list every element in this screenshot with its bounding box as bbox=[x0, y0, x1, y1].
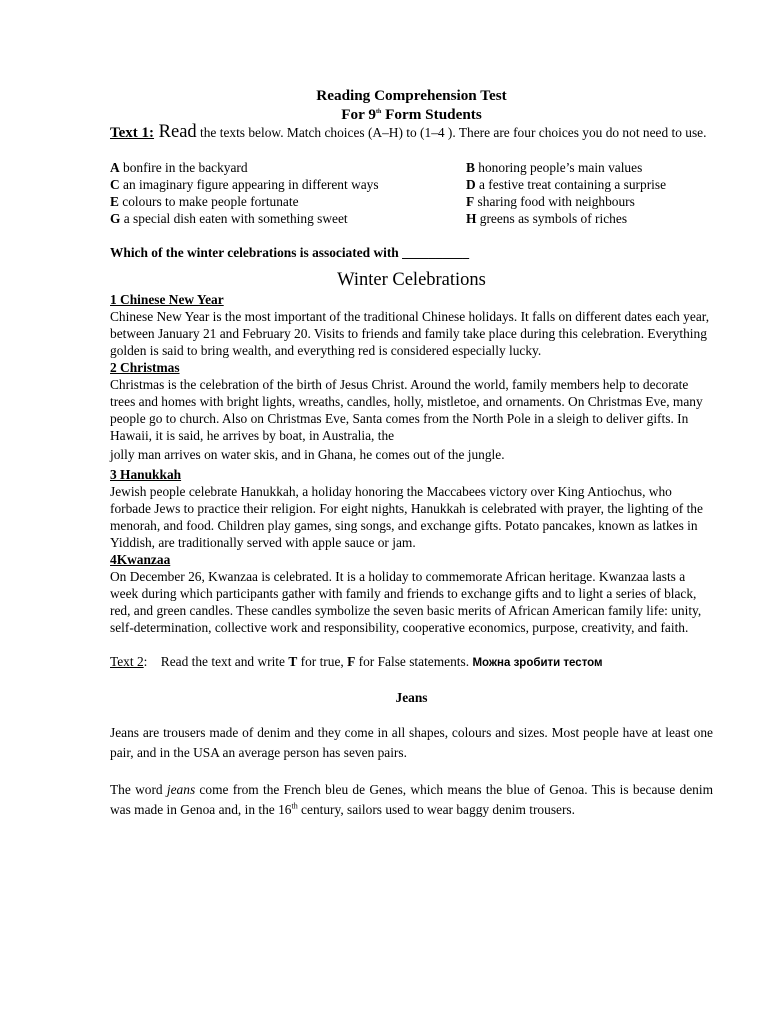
choice-letter: C bbox=[110, 177, 120, 192]
text2-f: F bbox=[347, 654, 356, 669]
section-body-christmas: Christmas is the celebration of the birth of Jesus Christ. Around the world, family members help to decorate trees and homes with bright lights, wreaths, candles, holly, mistletoe, and ornaments. On Christmas Eve, many people go to church. Also on Christmas Eve, Santa comes from the North Pole in a sleigh to deliver gifts. In Hawaii, it is said, he arrives by boat, in Australia, the bbox=[110, 377, 703, 443]
text2-note: Можна зробити тестом bbox=[472, 657, 603, 669]
jeans-title: Jeans bbox=[395, 690, 428, 705]
jeans-p2-italic: jeans bbox=[166, 782, 196, 797]
section-body-chinese-new-year: Chinese New Year is the most important of the traditional Chinese holidays. It falls on different dates each year, between January 21 and February 20. Visits to friends and family take place during this celebration. Everything golden is said to bring wealth, and everything red is considered especially lucky. bbox=[110, 309, 710, 358]
choice-letter: A bbox=[110, 160, 120, 175]
choice-e bbox=[110, 193, 466, 210]
choice-c bbox=[110, 176, 466, 193]
section-body-kwanzaa: On December 26, Kwanzaa is celebrated. It is a holiday to commemorate African heritage. Kwanzaa lasts a week during which participants gather with family and friends to exchange gifts and to light a series of black, red, and green candles. These candles symbolize the seven basic merits of African American family life: unity, self-determination, collective work and responsibility, cooperative economics, purpose, creativity, and faith. bbox=[110, 569, 702, 635]
text2-text: Read the text and write bbox=[147, 654, 289, 669]
section-heading-kwanzaa: 4Kwanzaa bbox=[110, 552, 171, 567]
jeans-paragraph-1: Jeans are trousers made of denim and they come in all shapes, colours and sizes. Most people have at least one pair, and in the USA an average person has seven pairs. bbox=[110, 725, 713, 760]
choice-text: honoring people’s main values bbox=[474, 160, 643, 175]
choice-d bbox=[466, 176, 713, 193]
choice-f bbox=[466, 193, 713, 210]
section-heading-chinese-new-year: 1 Chinese New Year bbox=[110, 292, 224, 307]
text2-label: Text 2 bbox=[110, 654, 144, 669]
read-word: Read bbox=[154, 122, 197, 142]
matching-question: Which of the winter celebrations is associated with __________ bbox=[110, 245, 470, 260]
text1-instruction bbox=[110, 124, 713, 142]
jeans-paragraph-2 bbox=[110, 780, 713, 820]
document-page bbox=[110, 86, 713, 820]
text1-instruction-text: the texts below. Match choices (A–H) to (1–4 ). There are four choices you do not need to use. bbox=[196, 125, 707, 140]
section-heading-hanukkah: 3 Hanukkah bbox=[110, 467, 182, 482]
jeans-p2-text-c: century, sailors used to wear baggy denim trousers. bbox=[297, 802, 575, 817]
choice-text: colours to make people fortunate bbox=[118, 194, 299, 209]
choice-letter: E bbox=[110, 194, 119, 209]
subtitle-text: For 9 bbox=[341, 106, 376, 123]
text2-t: T bbox=[288, 654, 298, 669]
choice-text: sharing food with neighbours bbox=[474, 194, 635, 209]
text1-label: Text 1: bbox=[110, 125, 155, 141]
choice-letter: H bbox=[466, 211, 477, 226]
choice-h bbox=[466, 210, 713, 227]
section-body-christmas-end: jolly man arrives on water skis, and in Ghana, he comes out of the jungle. bbox=[110, 447, 505, 462]
choice-text: a special dish eaten with something sweet bbox=[120, 211, 348, 226]
choice-letter: G bbox=[110, 211, 121, 226]
choice-text: bonfire in the backyard bbox=[119, 160, 248, 175]
choice-g bbox=[110, 210, 466, 227]
text2-colon: : bbox=[143, 654, 148, 669]
subtitle-superscript: th bbox=[375, 108, 382, 115]
choice-text: greens as symbols of riches bbox=[476, 211, 628, 226]
choice-a bbox=[110, 159, 466, 176]
test-title: Reading Comprehension Test bbox=[316, 87, 507, 104]
subtitle-text-end: Form Students bbox=[381, 106, 482, 123]
jeans-p2-text-b: come from the French bleu de Genes, which means the blue of Genoa. This is because denim was made in Genoa and, in the 16 bbox=[110, 782, 713, 817]
test-subtitle bbox=[110, 105, 713, 124]
text2-instruction bbox=[110, 653, 713, 672]
section-heading-christmas: 2 Christmas bbox=[110, 360, 180, 375]
choice-letter: D bbox=[466, 177, 476, 192]
choice-letter: B bbox=[466, 160, 475, 175]
jeans-p2-superscript: th bbox=[291, 801, 298, 811]
choice-b bbox=[466, 159, 713, 176]
choice-letter: F bbox=[466, 194, 475, 209]
section-title: Winter Celebrations bbox=[337, 270, 486, 290]
choice-text: a festive treat containing a surprise bbox=[475, 177, 667, 192]
choices-list bbox=[110, 159, 713, 227]
choice-text: an imaginary figure appearing in different ways bbox=[119, 177, 379, 192]
section-body-hanukkah: Jewish people celebrate Hanukkah, a holiday honoring the Maccabees victory over King Antiochus, who forbade Jews to practice their religion. For eight nights, Hanukkah is celebrated with prayer, the lighting of the menorah, and food. Children play games, sing songs, and exchange gifts. Potato pancakes, known as latkes in Yiddish, are traditionally served with apple sauce or jam. bbox=[110, 484, 703, 550]
text2-text-mid: for true, bbox=[297, 654, 348, 669]
text2-text-post: for False statements. bbox=[355, 654, 473, 669]
jeans-p2-text: The word bbox=[110, 782, 167, 797]
